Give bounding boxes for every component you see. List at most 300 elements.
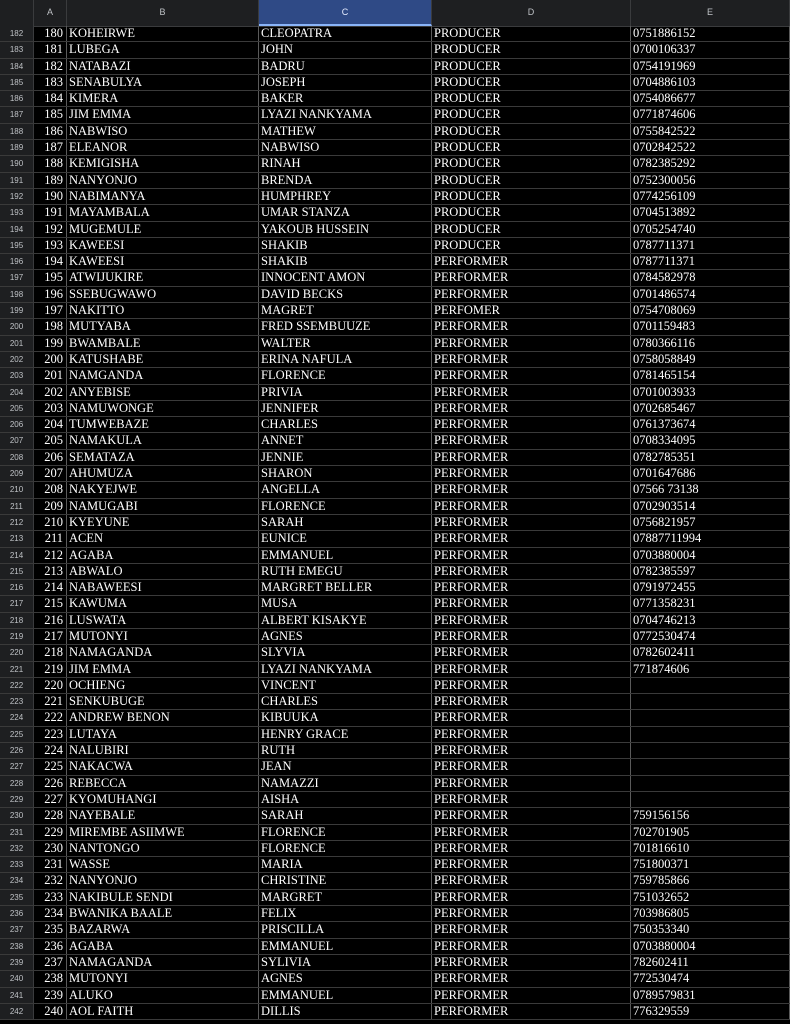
cell-c[interactable]: UMAR STANZA [259, 205, 432, 220]
cell-a[interactable]: 208 [34, 482, 67, 497]
cell-b[interactable]: NANYONJO [67, 873, 259, 888]
cell-e[interactable] [631, 694, 790, 709]
cell-c[interactable]: RUTH EMEGU [259, 564, 432, 579]
cell-d[interactable]: PERFORMER [432, 254, 631, 269]
cell-c[interactable]: MAGRET [259, 303, 432, 318]
cell-c[interactable]: MARGRET BELLER [259, 580, 432, 595]
row-number[interactable]: 241 [0, 988, 34, 1003]
cell-a[interactable]: 200 [34, 352, 67, 367]
cell-e[interactable]: 0708334095 [631, 433, 790, 448]
cell-d[interactable]: PERFORMER [432, 710, 631, 725]
cell-e[interactable]: 701816610 [631, 841, 790, 856]
cell-c[interactable]: CHRISTINE [259, 873, 432, 888]
cell-e[interactable]: 0782385597 [631, 564, 790, 579]
row-number[interactable]: 237 [0, 922, 34, 937]
cell-a[interactable]: 199 [34, 336, 67, 351]
cell-d[interactable]: PERFORMER [432, 906, 631, 921]
cell-a[interactable]: 232 [34, 873, 67, 888]
row-number[interactable]: 205 [0, 401, 34, 416]
cell-a[interactable]: 216 [34, 613, 67, 628]
cell-c[interactable]: HUMPHREY [259, 189, 432, 204]
cell-e[interactable]: 0703880004 [631, 939, 790, 954]
cell-d[interactable]: PERFORMER [432, 743, 631, 758]
cell-d[interactable]: PERFORMER [432, 955, 631, 970]
row-number[interactable]: 190 [0, 156, 34, 171]
cell-d[interactable]: PRODUCER [432, 156, 631, 171]
cell-a[interactable]: 212 [34, 548, 67, 563]
row-number[interactable]: 192 [0, 189, 34, 204]
cell-e[interactable]: 0787711371 [631, 254, 790, 269]
cell-a[interactable]: 189 [34, 173, 67, 188]
cell-b[interactable]: MUTONYI [67, 629, 259, 644]
cell-b[interactable]: NANTONGO [67, 841, 259, 856]
cell-e[interactable]: 0758058849 [631, 352, 790, 367]
cell-d[interactable]: PERFORMER [432, 825, 631, 840]
cell-e[interactable]: 759156156 [631, 808, 790, 823]
cell-a[interactable]: 193 [34, 238, 67, 253]
cell-b[interactable]: NABWISO [67, 124, 259, 139]
row-number[interactable]: 194 [0, 222, 34, 237]
cell-d[interactable]: PRODUCER [432, 222, 631, 237]
cell-a[interactable]: 217 [34, 629, 67, 644]
row-number[interactable]: 203 [0, 368, 34, 383]
cell-e[interactable]: 07887711994 [631, 531, 790, 546]
cell-e[interactable]: 07566 73138 [631, 482, 790, 497]
row-number[interactable]: 220 [0, 645, 34, 660]
cell-e[interactable]: 0701159483 [631, 319, 790, 334]
cell-e[interactable] [631, 743, 790, 758]
row-number[interactable]: 235 [0, 890, 34, 905]
cell-a[interactable]: 226 [34, 776, 67, 791]
cell-a[interactable]: 237 [34, 955, 67, 970]
cell-e[interactable]: 0704746213 [631, 613, 790, 628]
row-number[interactable]: 211 [0, 499, 34, 514]
cell-d[interactable]: PERFORMER [432, 401, 631, 416]
cell-b[interactable]: NAKACWA [67, 759, 259, 774]
column-header-c[interactable]: C [259, 0, 432, 26]
cell-d[interactable]: PRODUCER [432, 107, 631, 122]
row-number[interactable]: 204 [0, 385, 34, 400]
cell-a[interactable]: 195 [34, 270, 67, 285]
cell-d[interactable]: PERFORMER [432, 531, 631, 546]
cell-e[interactable] [631, 678, 790, 693]
cell-a[interactable]: 210 [34, 515, 67, 530]
cell-d[interactable]: PERFORMER [432, 482, 631, 497]
cell-a[interactable]: 222 [34, 710, 67, 725]
cell-b[interactable]: MUTYABA [67, 319, 259, 334]
cell-c[interactable]: FELIX [259, 906, 432, 921]
cell-a[interactable]: 191 [34, 205, 67, 220]
cell-e[interactable]: 0754191969 [631, 59, 790, 74]
column-header-b[interactable]: B [67, 0, 259, 26]
cell-d[interactable]: PERFORMER [432, 368, 631, 383]
cell-d[interactable]: PERFORMER [432, 873, 631, 888]
cell-b[interactable]: MUTONYI [67, 971, 259, 986]
cell-e[interactable]: 0755842522 [631, 124, 790, 139]
cell-e[interactable]: 0703880004 [631, 548, 790, 563]
cell-a[interactable]: 202 [34, 385, 67, 400]
cell-a[interactable]: 184 [34, 91, 67, 106]
cell-e[interactable]: 0784582978 [631, 270, 790, 285]
cell-e[interactable]: 0702685467 [631, 401, 790, 416]
cell-c[interactable]: NAMAZZI [259, 776, 432, 791]
cell-a[interactable]: 214 [34, 580, 67, 595]
row-number[interactable]: 202 [0, 352, 34, 367]
cell-c[interactable]: BRENDA [259, 173, 432, 188]
row-number[interactable]: 232 [0, 841, 34, 856]
cell-b[interactable]: MUGEMULE [67, 222, 259, 237]
cell-c[interactable]: EMMANUEL [259, 548, 432, 563]
cell-d[interactable]: PERFORMER [432, 890, 631, 905]
cell-c[interactable]: PRIVIA [259, 385, 432, 400]
cell-d[interactable]: PERFORMER [432, 841, 631, 856]
cell-b[interactable]: KOHEIRWE [67, 26, 259, 41]
row-number[interactable]: 182 [0, 26, 34, 41]
cell-d[interactable]: PERFORMER [432, 319, 631, 334]
row-number[interactable]: 201 [0, 336, 34, 351]
cell-a[interactable]: 228 [34, 808, 67, 823]
cell-b[interactable]: OCHIENG [67, 678, 259, 693]
cell-b[interactable]: SENKUBUGE [67, 694, 259, 709]
cell-d[interactable]: PERFORMER [432, 939, 631, 954]
cell-d[interactable]: PERFORMER [432, 613, 631, 628]
cell-a[interactable]: 185 [34, 107, 67, 122]
cell-b[interactable]: JIM EMMA [67, 662, 259, 677]
cell-c[interactable]: DAVID BECKS [259, 287, 432, 302]
row-number[interactable]: 230 [0, 808, 34, 823]
cell-e[interactable]: 0701647686 [631, 466, 790, 481]
cell-a[interactable]: 197 [34, 303, 67, 318]
cell-e[interactable]: 751800371 [631, 857, 790, 872]
cell-d[interactable]: PERFORMER [432, 499, 631, 514]
cell-a[interactable]: 201 [34, 368, 67, 383]
cell-d[interactable]: PRODUCER [432, 205, 631, 220]
cell-e[interactable]: 0704886103 [631, 75, 790, 90]
cell-d[interactable]: PRODUCER [432, 238, 631, 253]
cell-d[interactable]: PERFORMER [432, 776, 631, 791]
cell-b[interactable]: NAKIBULE SENDI [67, 890, 259, 905]
cell-e[interactable]: 776329559 [631, 1004, 790, 1019]
cell-c[interactable]: MARIA [259, 857, 432, 872]
cell-a[interactable]: 205 [34, 433, 67, 448]
cell-b[interactable]: NAMUWONGE [67, 401, 259, 416]
column-header-d[interactable]: D [432, 0, 631, 26]
cell-d[interactable]: PERFORMER [432, 645, 631, 660]
cell-c[interactable]: FLORENCE [259, 825, 432, 840]
row-number[interactable]: 225 [0, 727, 34, 742]
cell-a[interactable]: 198 [34, 319, 67, 334]
cell-d[interactable]: PERFORMER [432, 1004, 631, 1019]
cell-e[interactable]: 0702842522 [631, 140, 790, 155]
row-number[interactable]: 238 [0, 939, 34, 954]
cell-d[interactable]: PERFORMER [432, 433, 631, 448]
cell-e[interactable]: 0751886152 [631, 26, 790, 41]
row-number[interactable]: 207 [0, 433, 34, 448]
cell-b[interactable]: NAMAKULA [67, 433, 259, 448]
cell-b[interactable]: ABWALO [67, 564, 259, 579]
cell-a[interactable]: 219 [34, 662, 67, 677]
cell-e[interactable]: 771874606 [631, 662, 790, 677]
cell-e[interactable]: 0700106337 [631, 42, 790, 57]
cell-e[interactable]: 759785866 [631, 873, 790, 888]
row-number[interactable]: 208 [0, 450, 34, 465]
cell-c[interactable]: JENNIFER [259, 401, 432, 416]
cell-b[interactable]: LUSWATA [67, 613, 259, 628]
cell-e[interactable]: 0771874606 [631, 107, 790, 122]
cell-b[interactable]: ALUKO [67, 988, 259, 1003]
cell-a[interactable]: 240 [34, 1004, 67, 1019]
cell-e[interactable]: 0752300056 [631, 173, 790, 188]
cell-c[interactable]: SARAH [259, 808, 432, 823]
cell-a[interactable]: 215 [34, 596, 67, 611]
cell-c[interactable]: AGNES [259, 629, 432, 644]
cell-e[interactable]: 772530474 [631, 971, 790, 986]
cell-d[interactable]: PERFORMER [432, 580, 631, 595]
cell-d[interactable]: PERFORMER [432, 694, 631, 709]
row-number[interactable]: 236 [0, 906, 34, 921]
select-all-corner[interactable] [0, 0, 34, 26]
cell-e[interactable] [631, 759, 790, 774]
row-number[interactable]: 223 [0, 694, 34, 709]
cell-b[interactable]: LUTAYA [67, 727, 259, 742]
cell-d[interactable]: PERFORMER [432, 564, 631, 579]
cell-a[interactable]: 192 [34, 222, 67, 237]
cell-b[interactable]: KYOMUHANGI [67, 792, 259, 807]
cell-c[interactable]: RUTH [259, 743, 432, 758]
cell-a[interactable]: 223 [34, 727, 67, 742]
row-number[interactable]: 200 [0, 319, 34, 334]
cell-b[interactable]: NANYONJO [67, 173, 259, 188]
cell-a[interactable]: 207 [34, 466, 67, 481]
cell-d[interactable]: PERFORMER [432, 287, 631, 302]
cell-c[interactable]: DILLIS [259, 1004, 432, 1019]
cell-e[interactable]: 0701486574 [631, 287, 790, 302]
cell-d[interactable]: PRODUCER [432, 75, 631, 90]
cell-b[interactable]: KATUSHABE [67, 352, 259, 367]
cell-d[interactable]: PRODUCER [432, 124, 631, 139]
cell-d[interactable]: PERFORMER [432, 270, 631, 285]
cell-b[interactable]: KIMERA [67, 91, 259, 106]
cell-e[interactable]: 0787711371 [631, 238, 790, 253]
cell-a[interactable]: 233 [34, 890, 67, 905]
row-number[interactable]: 240 [0, 971, 34, 986]
cell-c[interactable]: LYAZI NANKYAMA [259, 107, 432, 122]
cell-b[interactable]: NAMAGANDA [67, 645, 259, 660]
cell-b[interactable]: ACEN [67, 531, 259, 546]
cell-b[interactable]: REBECCA [67, 776, 259, 791]
cell-e[interactable]: 0702903514 [631, 499, 790, 514]
row-number[interactable]: 214 [0, 548, 34, 563]
cell-b[interactable]: KAWEESI [67, 238, 259, 253]
row-number[interactable]: 183 [0, 42, 34, 57]
cell-b[interactable]: KYEYUNE [67, 515, 259, 530]
cell-c[interactable]: CHARLES [259, 694, 432, 709]
cell-c[interactable]: EUNICE [259, 531, 432, 546]
cell-e[interactable]: 0780366116 [631, 336, 790, 351]
cell-b[interactable]: TUMWEBAZE [67, 417, 259, 432]
cell-e[interactable]: 703986805 [631, 906, 790, 921]
row-number[interactable]: 234 [0, 873, 34, 888]
row-number[interactable]: 219 [0, 629, 34, 644]
row-number[interactable]: 226 [0, 743, 34, 758]
cell-e[interactable]: 0761373674 [631, 417, 790, 432]
cell-d[interactable]: PERFORMER [432, 450, 631, 465]
row-number[interactable]: 212 [0, 515, 34, 530]
cell-b[interactable]: NABIMANYA [67, 189, 259, 204]
cell-d[interactable]: PERFORMER [432, 596, 631, 611]
row-number[interactable]: 188 [0, 124, 34, 139]
cell-a[interactable]: 235 [34, 922, 67, 937]
cell-b[interactable]: ELEANOR [67, 140, 259, 155]
cell-c[interactable]: SHAKIB [259, 238, 432, 253]
cell-a[interactable]: 203 [34, 401, 67, 416]
cell-a[interactable]: 188 [34, 156, 67, 171]
cell-c[interactable]: MUSA [259, 596, 432, 611]
cell-d[interactable]: PRODUCER [432, 42, 631, 57]
cell-a[interactable]: 182 [34, 59, 67, 74]
row-number[interactable]: 184 [0, 59, 34, 74]
cell-b[interactable]: MAYAMBALA [67, 205, 259, 220]
cell-b[interactable]: ANYEBISE [67, 385, 259, 400]
cell-b[interactable]: KAWEESI [67, 254, 259, 269]
cell-e[interactable]: 0705254740 [631, 222, 790, 237]
row-number[interactable]: 216 [0, 580, 34, 595]
cell-b[interactable]: NATABAZI [67, 59, 259, 74]
cell-c[interactable]: EMMANUEL [259, 988, 432, 1003]
cell-d[interactable]: PRODUCER [432, 26, 631, 41]
cell-c[interactable]: JOSEPH [259, 75, 432, 90]
row-number[interactable]: 229 [0, 792, 34, 807]
row-number[interactable]: 210 [0, 482, 34, 497]
cell-c[interactable]: FRED SSEMBUUZE [259, 319, 432, 334]
cell-d[interactable]: PERFORMER [432, 548, 631, 563]
row-number[interactable]: 222 [0, 678, 34, 693]
cell-c[interactable]: INNOCENT AMON [259, 270, 432, 285]
cell-b[interactable]: NABAWEESI [67, 580, 259, 595]
cell-e[interactable]: 0754086677 [631, 91, 790, 106]
cell-e[interactable]: 702701905 [631, 825, 790, 840]
cell-a[interactable]: 225 [34, 759, 67, 774]
cell-b[interactable]: NAMUGABI [67, 499, 259, 514]
cell-b[interactable]: AOL FAITH [67, 1004, 259, 1019]
cell-d[interactable]: PRODUCER [432, 189, 631, 204]
cell-a[interactable]: 204 [34, 417, 67, 432]
row-number[interactable]: 186 [0, 91, 34, 106]
cell-c[interactable]: SHAKIB [259, 254, 432, 269]
cell-c[interactable]: KIBUUKA [259, 710, 432, 725]
column-header-a[interactable]: A [34, 0, 67, 26]
cell-d[interactable]: PERFORMER [432, 792, 631, 807]
cell-c[interactable]: ANGELLA [259, 482, 432, 497]
cell-e[interactable]: 0782602411 [631, 645, 790, 660]
cell-b[interactable]: NAYEBALE [67, 808, 259, 823]
cell-a[interactable]: 183 [34, 75, 67, 90]
cell-b[interactable]: AHUMUZA [67, 466, 259, 481]
cell-d[interactable]: PERFORMER [432, 515, 631, 530]
cell-e[interactable]: 0781465154 [631, 368, 790, 383]
cell-d[interactable]: PERFORMER [432, 678, 631, 693]
cell-c[interactable]: SLYVIA [259, 645, 432, 660]
cell-a[interactable]: 220 [34, 678, 67, 693]
cell-d[interactable]: PERFORMER [432, 385, 631, 400]
cell-c[interactable]: BADRU [259, 59, 432, 74]
cell-c[interactable]: PRISCILLA [259, 922, 432, 937]
cell-d[interactable]: PERFORMER [432, 857, 631, 872]
cell-a[interactable]: 194 [34, 254, 67, 269]
cell-b[interactable]: KEMIGISHA [67, 156, 259, 171]
row-number[interactable]: 198 [0, 287, 34, 302]
row-number[interactable]: 218 [0, 613, 34, 628]
cell-c[interactable]: SARAH [259, 515, 432, 530]
cell-e[interactable] [631, 727, 790, 742]
cell-a[interactable]: 236 [34, 939, 67, 954]
cell-a[interactable]: 187 [34, 140, 67, 155]
cell-c[interactable]: WALTER [259, 336, 432, 351]
cell-c[interactable]: JOHN [259, 42, 432, 57]
cell-a[interactable]: 218 [34, 645, 67, 660]
cell-d[interactable]: PERFORMER [432, 971, 631, 986]
cell-b[interactable]: JIM EMMA [67, 107, 259, 122]
cell-e[interactable]: 0772530474 [631, 629, 790, 644]
cell-b[interactable]: BAZARWA [67, 922, 259, 937]
row-number[interactable]: 189 [0, 140, 34, 155]
cell-c[interactable]: JENNIE [259, 450, 432, 465]
cell-b[interactable]: KAWUMA [67, 596, 259, 611]
cell-c[interactable]: VINCENT [259, 678, 432, 693]
row-number[interactable]: 209 [0, 466, 34, 481]
cell-c[interactable]: ERINA NAFULA [259, 352, 432, 367]
row-number[interactable]: 224 [0, 710, 34, 725]
cell-b[interactable]: NAKITTO [67, 303, 259, 318]
column-header-e[interactable]: E [631, 0, 790, 26]
row-number[interactable]: 233 [0, 857, 34, 872]
row-number[interactable]: 193 [0, 205, 34, 220]
cell-c[interactable]: FLORENCE [259, 368, 432, 383]
cell-e[interactable]: 0771358231 [631, 596, 790, 611]
cell-c[interactable]: JEAN [259, 759, 432, 774]
cell-d[interactable]: PERFORMER [432, 727, 631, 742]
cell-b[interactable]: SEMATAZA [67, 450, 259, 465]
cell-d[interactable]: PERFORMER [432, 922, 631, 937]
cell-a[interactable]: 221 [34, 694, 67, 709]
cell-c[interactable]: CLEOPATRA [259, 26, 432, 41]
cell-e[interactable]: 0774256109 [631, 189, 790, 204]
cell-c[interactable]: SYLIVIA [259, 955, 432, 970]
cell-e[interactable] [631, 710, 790, 725]
cell-c[interactable]: ALBERT KISAKYE [259, 613, 432, 628]
cell-c[interactable]: YAKOUB HUSSEIN [259, 222, 432, 237]
cell-e[interactable]: 782602411 [631, 955, 790, 970]
cell-b[interactable]: BWANIKA BAALE [67, 906, 259, 921]
cell-d[interactable]: PERFORMER [432, 808, 631, 823]
row-number[interactable]: 195 [0, 238, 34, 253]
cell-b[interactable]: ATWIJUKIRE [67, 270, 259, 285]
row-number[interactable]: 227 [0, 759, 34, 774]
cell-e[interactable] [631, 776, 790, 791]
cell-b[interactable]: WASSE [67, 857, 259, 872]
cell-d[interactable]: PERFORMER [432, 352, 631, 367]
cell-e[interactable]: 0704513892 [631, 205, 790, 220]
cell-d[interactable]: PERFORMER [432, 662, 631, 677]
cell-a[interactable]: 196 [34, 287, 67, 302]
cell-d[interactable]: PERFORMER [432, 466, 631, 481]
cell-e[interactable]: 0754708069 [631, 303, 790, 318]
cell-a[interactable]: 190 [34, 189, 67, 204]
cell-b[interactable]: SSEBUGWAWO [67, 287, 259, 302]
cell-e[interactable]: 751032652 [631, 890, 790, 905]
cell-b[interactable]: SENABULYA [67, 75, 259, 90]
row-number[interactable]: 185 [0, 75, 34, 90]
